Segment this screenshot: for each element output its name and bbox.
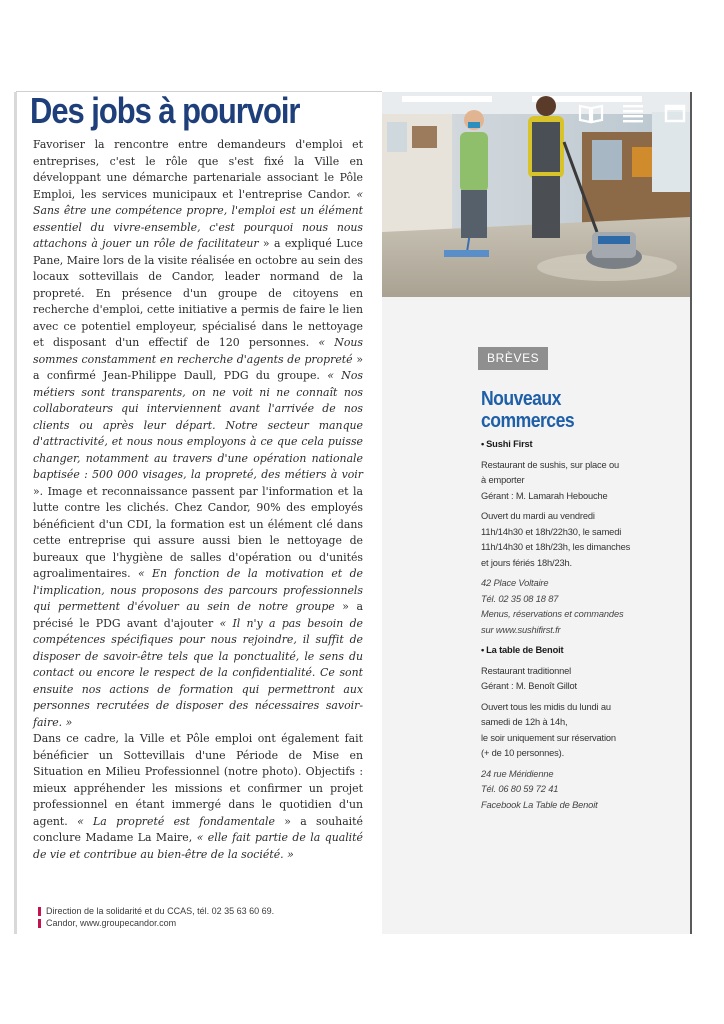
sidebar-title-line: Nouveaux [481, 388, 561, 410]
article-sources [38, 905, 274, 929]
shop-hours: et jours fériés 18h/23h. [481, 557, 572, 568]
article-paragraph-2 [33, 731, 363, 863]
article-text: Favoriser la rencontre entre demandeurs d'emploi et entreprises, c'est le rôle que s'est fixé la Ville en développant une démarche partenariale associant le Pôle Emploi, les services municipaux et l'entreprise Candor. [33, 138, 363, 201]
article-text: » a précisé le PDG avant d'ajouter [33, 600, 363, 630]
source-line [38, 905, 274, 917]
shop-website: sur www.sushifirst.fr [481, 624, 561, 635]
shop-description: Restaurant traditionnel [481, 665, 572, 676]
page-edge-left [14, 92, 17, 934]
breves-tag: BRÈVES [478, 347, 548, 370]
sidebar-title-line: commerces [481, 410, 575, 432]
shop-hours: le soir uniquement sur réservation [481, 732, 616, 743]
article-text: ». Image et reconnaissance passent par l'information et la lutte contre les clichés. Chez Candor, 90% des employés bénéficient d'un CDI, la formation est un élément clé dans cette entreprise qui assure aussi bien le nettoyage de bureaux que l'hygiène de salles d'opération ou d'unités agroalimentaires. [33, 484, 363, 580]
window-icon-graphic [662, 102, 688, 124]
source-text: Candor, www.groupecandor.com [46, 918, 177, 928]
sidebar-title [481, 388, 574, 432]
shop-hours: Ouvert du mardi au vendredi [481, 511, 595, 521]
quote: « En fonction de la motivation et de l'implication, nous proposons des parcours professionnels qui permettent d'évoluer au sein de notre groupe [33, 567, 363, 613]
shop-address: 42 Place Voltaire [481, 578, 549, 588]
page-edge-right [690, 92, 692, 934]
shop-description: à emporter [481, 475, 525, 485]
source-text: Direction de la solidarité et du CCAS, tél. 02 35 63 60 69. [46, 906, 275, 916]
source-line [38, 917, 274, 929]
quote: « elle fait partie de la qualité de vie et contribue au bien-être de la société. » [33, 831, 363, 861]
quote: « Il n'y a pas besoin de compétences spécifiques pour nous rejoindre, il suffit de disposer de savoir-être tels que la ponctualité, le sens du contact ou encore le respect de la confidentialité. Ce sont ensuite nos actions de formation qui permettront aux personnes recrutées de disposer des nécessaires savoir-faire. » [33, 616, 363, 729]
viewer-toolbar [578, 102, 688, 124]
quote: « La propreté est fondamentale [77, 814, 275, 828]
quote: « Nous sommes constamment en recherche d'agents de propreté [33, 336, 363, 366]
window-icon[interactable] [662, 102, 688, 124]
article-text: » a expliqué Luce Pane, Maire lors de la visite réalisée en octobre au sein des locaux sottevillais de Candor, leader normand de la propreté. En présence d'un groupe de citoyens en recherche d'emploi, cette initiative a permis de faire le lien avec ce potentiel employeur, spécialisé dans le nettoyage et disposant d'un effectif de 120 personnes. [33, 237, 363, 349]
shop-name: • Sushi First [481, 439, 533, 449]
shop-phone: Tél. 06 80 59 72 41 [481, 784, 559, 794]
source-marker [38, 919, 41, 928]
menu-icon-graphic [620, 102, 646, 124]
shop-website: Facebook La Table de Benoit [481, 799, 598, 810]
shop-website: Menus, réservations et commandes [481, 609, 624, 619]
shop-name: • La table de Benoit [481, 645, 564, 655]
article-text: » a confirmé Jean-Philippe Daull, PDG du groupe. [33, 352, 364, 382]
shop-description: Restaurant de sushis, sur place ou [481, 459, 620, 470]
shop-hours: 11h/14h30 et 18h/22h30, le samedi [481, 526, 622, 537]
shop-hours: Ouvert tous les midis du lundi au [481, 701, 611, 712]
shop-hours: samedi de 12h à 14h, [481, 717, 568, 727]
article-body [33, 137, 363, 863]
shop-name-text: La table de Benoit [486, 645, 564, 655]
quote: « Nos métiers sont transparents, on ne voit ni ne connaît nos collaborateurs qui interviennent avant l'arrivée de nos clients ou après leur départ. Notre secteur manque d'attractivité, et nous nous employons à ce que cela puisse changer, notamment au travers d'une opération nationale baptisée : 500 000 visages, la propreté, des métiers à voir [33, 369, 363, 481]
shop-phone: Tél. 02 35 08 18 87 [481, 593, 559, 604]
book-icon[interactable] [578, 102, 604, 124]
menu-icon[interactable] [620, 102, 646, 124]
shop-name-text: Sushi First [486, 439, 533, 449]
shop-address: 24 rue Méridienne [481, 768, 554, 779]
book-icon-graphic [578, 102, 604, 124]
article-text: Dans ce cadre, la Ville et Pôle emploi ont également fait bénéficier un Sottevillais d'une Période de Mise en Situation en Milieu Professionnel (notre photo). Objectifs : mieux appréhender les missions et confirmer un projet professionnel en étant immergé dans le quotidien d'un agent. [33, 732, 363, 828]
shop-manager: Gérant : M. Benoît Gillot [481, 681, 577, 691]
shop-list [481, 437, 681, 813]
shop-manager: Gérant : M. Lamarah Hebouche [481, 490, 608, 501]
article-title: Des jobs à pourvoir [30, 90, 300, 131]
article-text: » a souhaité conclure Madame La Maire, [33, 814, 363, 844]
article-paragraph-1 [33, 137, 363, 731]
quote: « Sans être une compétence propre, l'emploi est un élément essentiel du vivre-ensemble, c'est pourquoi nous nous attachons à jouer un rôle de facilitateur [33, 187, 364, 250]
shop-hours: 11h/14h30 et 18h/23h, les dimanches [481, 542, 631, 552]
shop-hours: (+ de 10 personnes). [481, 748, 565, 758]
source-marker [38, 907, 41, 916]
